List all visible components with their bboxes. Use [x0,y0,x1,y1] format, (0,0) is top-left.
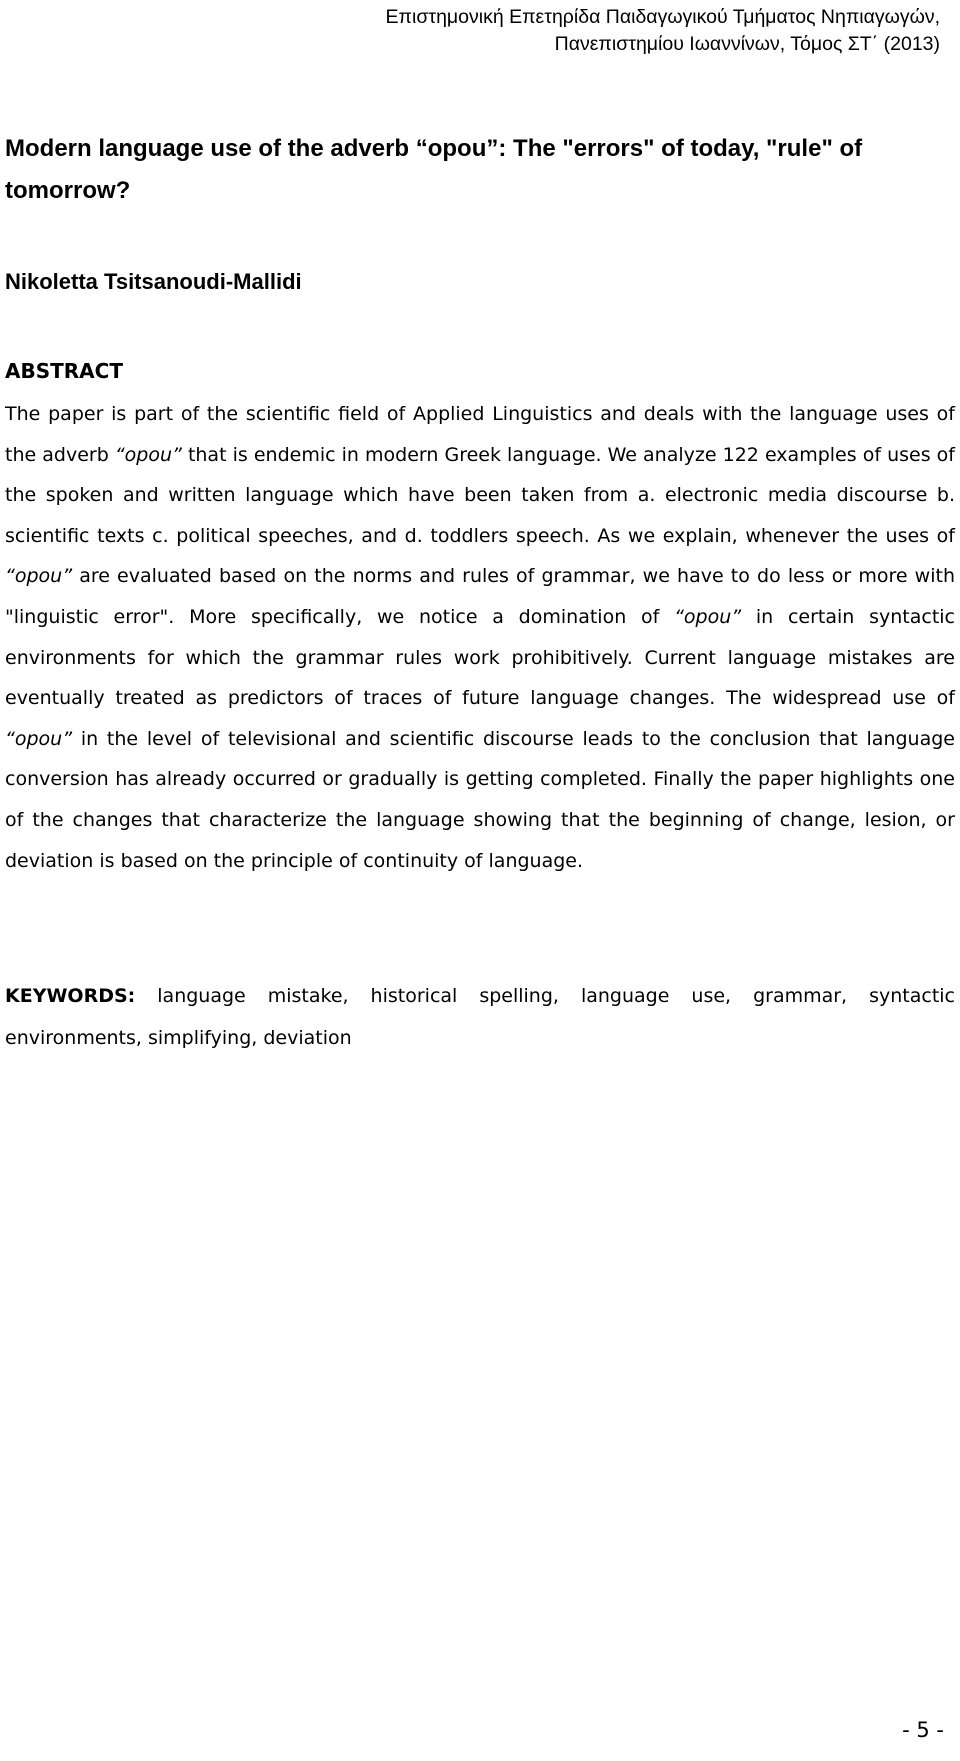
abstract-body [5,394,955,881]
page-number: - 5 - [902,1718,944,1742]
abstract-heading: ABSTRACT [5,359,123,383]
paper-title: Modern language use of the adverb “opou”: The "errors" of today, "rule" of tomorrow? [5,135,863,204]
abstract-term-opou-3: “opou” [674,605,742,628]
abstract-term-opou-2: “opou” [5,565,73,588]
author-name: Nikoletta Tsitsanoudi-Mallidi [5,269,302,294]
keywords-label: KEYWORDS: [5,985,136,1007]
journal-header-line-1: Επιστημονική Επετηρίδα Παιδαγωγικού Τμήματος Νηπιαγωγών, [385,6,940,28]
keywords [5,975,955,1059]
abstract-text-5: in the level of televisional and scientific discourse leads to the conclusion that language conversion has already occurred or gradually is getting completed. Finally the paper highlights one of the changes that characterize the language showing that the beginning of change, lesion, or deviation is based on the principle of continuity of language. [5,727,955,872]
journal-header-line-2: Πανεπιστημίου Ιωαννίνων, Τόμος ΣΤ΄ (2013) [554,33,940,55]
keywords-list: language mistake, historical spelling, language use, grammar, syntactic environments, simplifying, deviation [5,985,955,1049]
abstract-term-opou-1: “opou” [114,443,182,466]
abstract-text-1: The paper is part of the scientific field of Applied Linguistics and deals with the language uses of the adverb [5,403,955,466]
abstract-text-3: are evaluated based on the norms and rules of grammar, we have to do less or more with "linguistic error". More specifically, we notice a domination of [5,565,955,628]
abstract-term-opou-4: “opou” [5,727,73,750]
journal-header [386,4,940,58]
abstract-text-4: in certain syntactic environments for which the grammar rules work prohibitively. Current language mistakes are eventually treated as predictors of traces of future language changes. The widespread use of [5,605,955,710]
abstract-text-2: that is endemic in modern Greek language. We analyze 122 examples of uses of the spoken and written language which have been taken from a. electronic media discourse b. scientific texts c. political speeches, and d. toddlers speech. As we explain, whenever the uses of [5,443,955,547]
